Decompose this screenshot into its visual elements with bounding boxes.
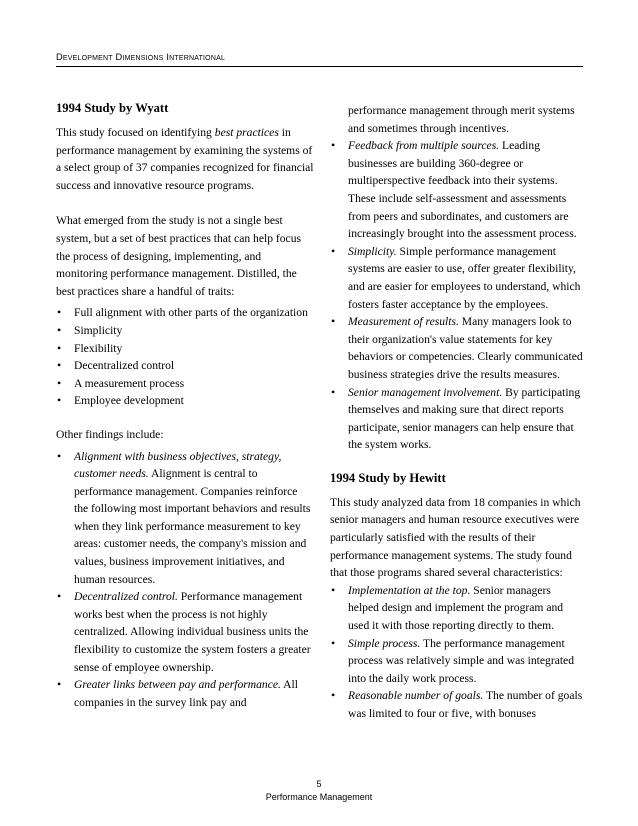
list-item: • Implementation at the top. Senior managers helped design and implement the program and used it with those reporting directly to them.: [330, 582, 584, 635]
list-item: • Decentralized control. Performance management works best when the process is not highly centralized. Allowing individual business units the flexibility to customize the system fosters a greater sense of employee ownership.: [56, 588, 314, 676]
list-item-continued: performance management through merit systems and sometimes through incentives.: [348, 104, 575, 135]
header-divider: [56, 66, 583, 67]
list-item: • A measurement process: [56, 375, 314, 393]
hewitt-study-heading: 1994 Study by Hewitt: [330, 470, 446, 485]
wyatt-study-heading: 1994 Study by Wyatt: [56, 101, 169, 115]
list-item: • Alignment with business objectives, strategy, customer needs. Alignment is central to performance management. Companies reinforce the following most important behaviors and results when they link performance measurement to key areas: customer needs, the company's mission and values, business improvement initiatives, and human resources.: [56, 448, 314, 589]
list-item: • Greater links between pay and performance. All companies in the survey link pay and: [56, 676, 314, 711]
list-item: • Employee development: [56, 392, 314, 410]
list-item: • Feedback from multiple sources. Leading businesses are building 360-degree or multiperspective feedback into their systems. These include self-assessment and assessments from peers and subordinates, and customers are increasingly brought into the assessment process.: [330, 137, 584, 243]
hewitt-intro-paragraph: This study analyzed data from 18 companies in which senior managers and human resource executives were particularly satisfied with the results of their performance management systems. The study found that those programs shared several characteristics:: [330, 495, 581, 580]
footer-title: Performance Management: [265, 792, 373, 802]
header-text: Development Dimensions International: [56, 52, 226, 62]
other-findings-label: Other findings include:: [56, 427, 164, 441]
right-column: [330, 102, 584, 723]
list-item: • Senior management involvement. By participating themselves and making sure that direct reports participate, senior managers can help ensure that the system works.: [330, 384, 584, 454]
list-item: • Reasonable number of goals. The number of goals was limited to four or five, with bonuses: [330, 687, 584, 722]
list-item: • Measurement of results. Many managers look to their organization's value statements for key behaviors or competencies. Clearly communicated business strategies drive the results measures.: [330, 313, 584, 383]
findings-list: [56, 448, 314, 712]
emerged-paragraph: What emerged from the study is not a single best system, but a set of best practices that can help focus the process of designing, implementing, and monitoring performance management. Distilled, the best practices share a handful of traits:: [56, 214, 302, 298]
list-item: • Flexibility: [56, 340, 314, 358]
traits-list: [56, 304, 314, 410]
page-number: 5: [316, 779, 322, 789]
list-item: • Decentralized control: [56, 357, 314, 375]
left-column: [56, 100, 314, 711]
list-item: • Simplicity. Simple performance management systems are easier to use, offer greater flexibility, and are easier for employees to understand, which fosters faster acceptance by the employees.: [330, 243, 584, 313]
list-item: • Full alignment with other parts of the organization: [56, 304, 314, 322]
findings-list-continued: [330, 102, 584, 454]
list-item: • Simplicity: [56, 322, 314, 340]
hewitt-list: [330, 582, 584, 723]
page-header: [56, 51, 583, 63]
list-item: • Simple process. The performance management process was relatively simple and was integrated into the daily work process.: [330, 635, 584, 688]
wyatt-intro-paragraph: This study focused on identifying best practices in performance management by examining the systems of a select group of 37 companies recognized for financial success and innovative resource programs.: [56, 126, 314, 192]
